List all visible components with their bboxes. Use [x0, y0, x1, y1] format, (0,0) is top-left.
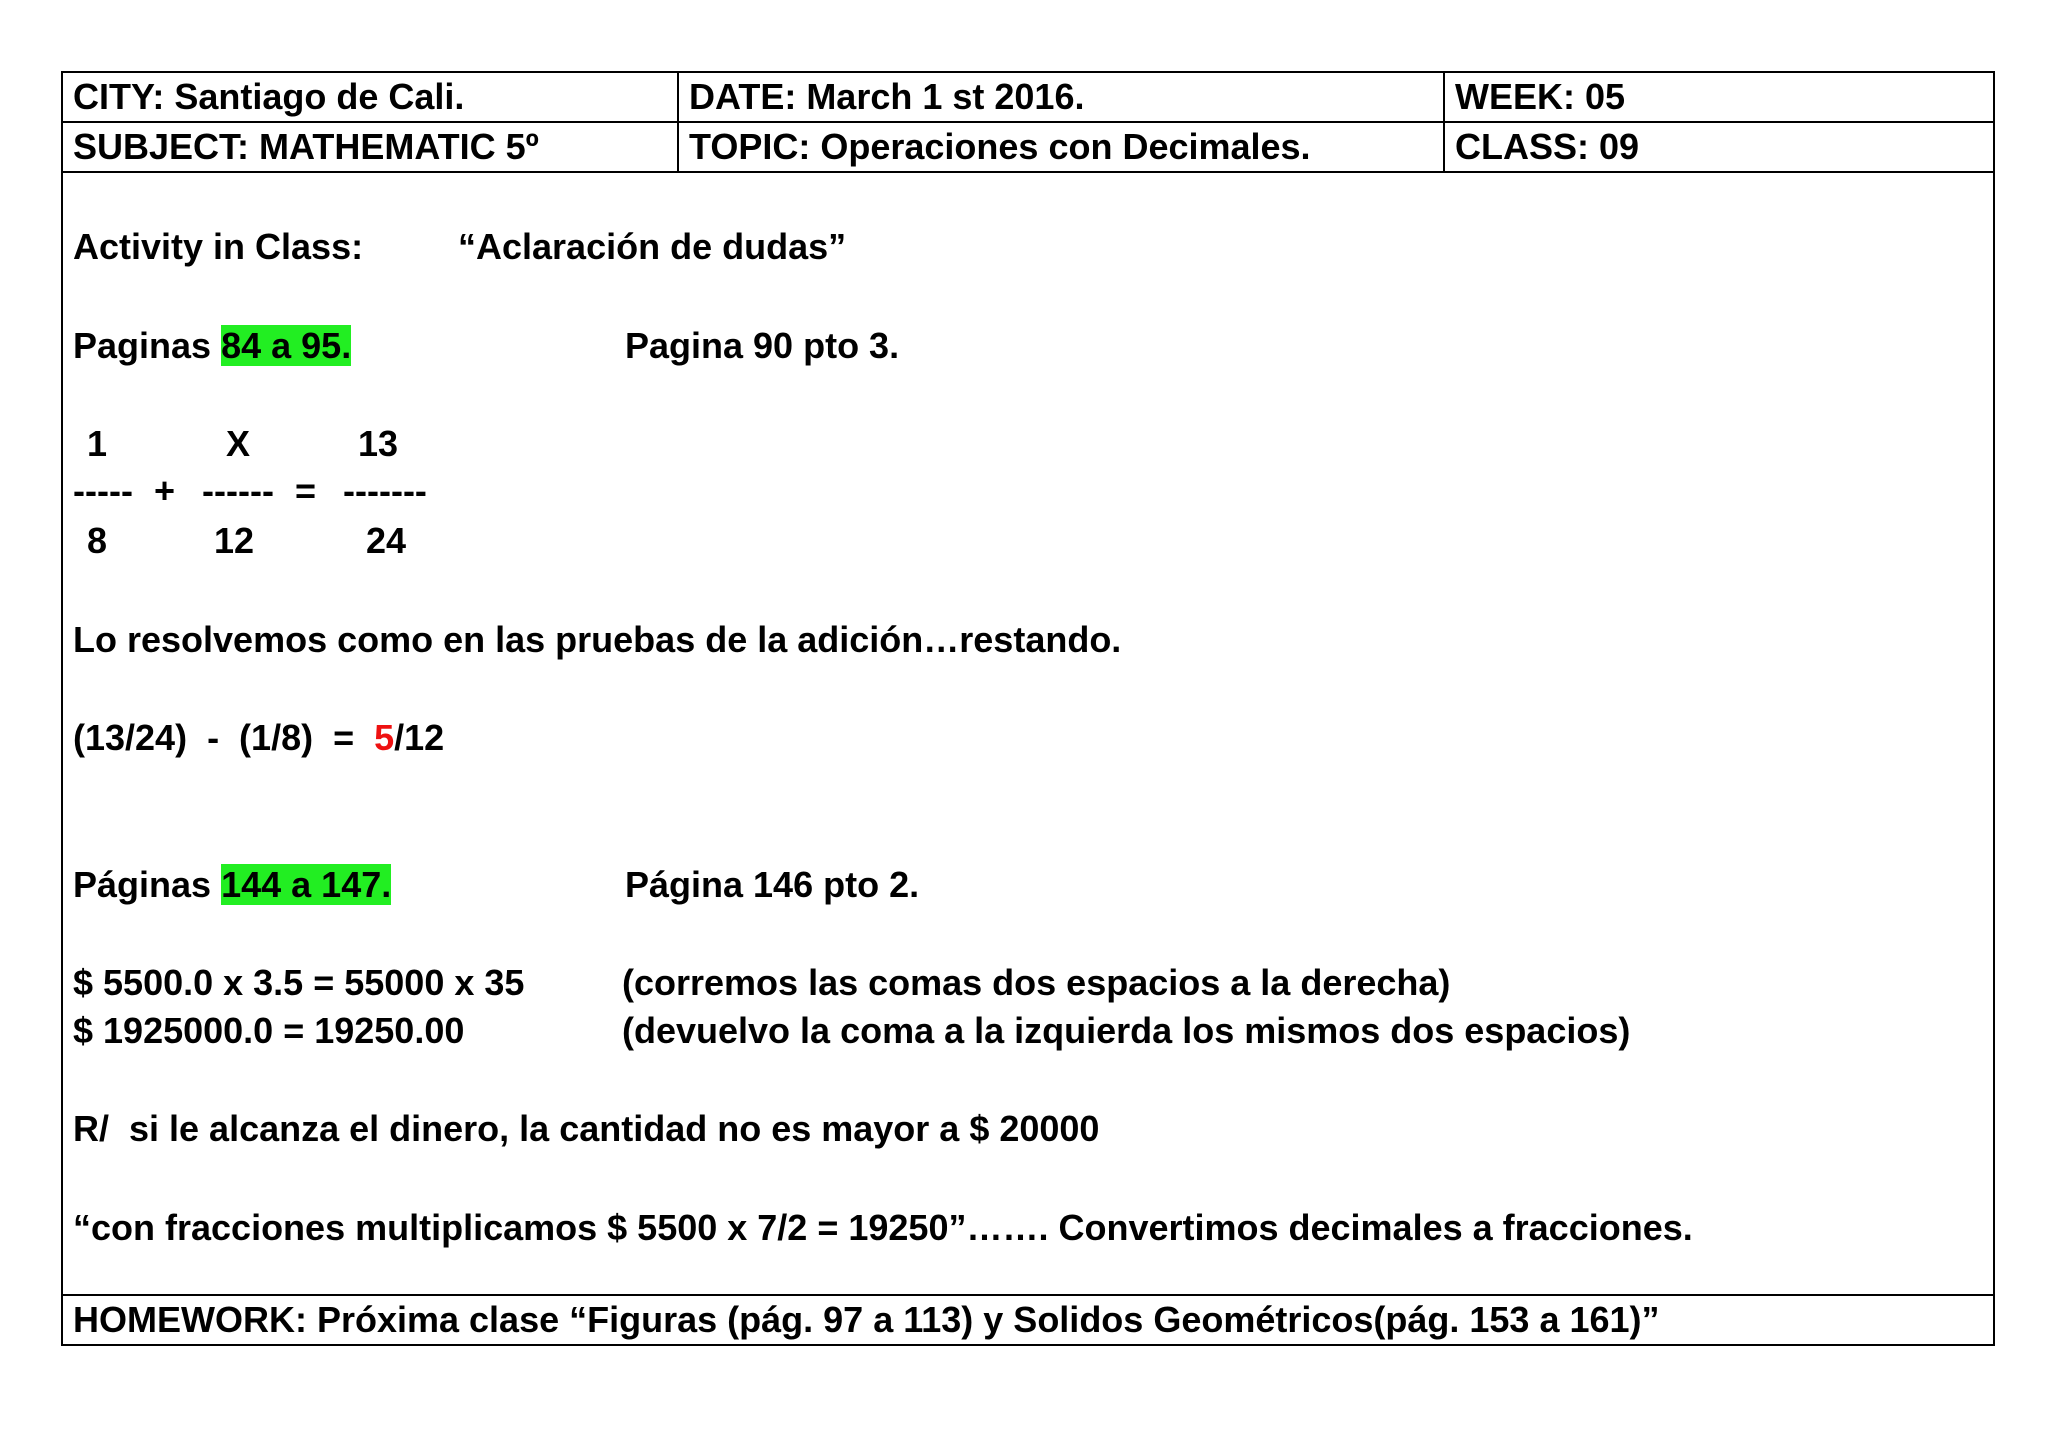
result-prefix: (13/24) - (1/8) = [73, 717, 375, 758]
fraction-bar-1: ----- [73, 470, 133, 511]
header-row-2 [63, 123, 1993, 173]
step2-note: (devuelvo la coma a la izquierda los mismos dos espacios) [622, 1010, 1631, 1051]
exercise-ref-1: Pagina 90 pto 3. [625, 325, 900, 366]
fraction-bar-3: ------- [343, 470, 427, 511]
pages-line-1 [73, 324, 351, 368]
numerator-3: 13 [358, 423, 399, 464]
pages-range-highlight: 84 a 95. [221, 325, 352, 366]
pages-line-2 [73, 863, 391, 907]
result-suffix: /12 [394, 717, 445, 758]
pages-range-highlight-2: 144 a 147. [221, 864, 392, 905]
week-cell: WEEK: 05 [1455, 76, 1626, 117]
fraction-bar-2: ------ [202, 470, 274, 511]
result-answer-red: 5 [374, 717, 395, 758]
subject-cell: SUBJECT: MATHEMATIC 5º [63, 123, 679, 171]
topic-cell: TOPIC: Operaciones con Decimales. [679, 123, 1445, 171]
class-cell: CLASS: 09 [1455, 126, 1640, 167]
header-row-1 [63, 73, 1993, 123]
step1-math: $ 5500.0 x 3.5 = 55000 x 35 [73, 962, 525, 1003]
city-cell: CITY: Santiago de Cali. [63, 73, 679, 121]
denominator-1: 8 [87, 520, 108, 561]
explanation-line: Lo resolvemos como en las pruebas de la adición…restando. [73, 619, 1122, 660]
date-cell: DATE: March 1 st 2016. [679, 73, 1445, 121]
activity-label: Activity in Class: [73, 226, 364, 267]
exercise-ref-2: Página 146 pto 2. [625, 864, 920, 905]
pages-label-2: Páginas [73, 864, 212, 905]
numerator-1: 1 [87, 423, 108, 464]
fractions-note-line: “con fracciones multiplicamos $ 5500 x 7/2 = 19250”……. Convertimos decimales a fracciones. [73, 1207, 1693, 1248]
denominator-2: 12 [214, 520, 255, 561]
pages-label: Paginas [73, 325, 212, 366]
numerator-2: X [226, 423, 251, 464]
denominator-3: 24 [366, 520, 407, 561]
plus-operator: + [154, 470, 176, 511]
homework-row: HOMEWORK: Próxima clase “Figuras (pág. 97 a 113) y Solidos Geométricos(pág. 153 a 161)” [63, 1294, 1993, 1344]
answer-line: R/ si le alcanza el dinero, la cantidad no es mayor a $ 20000 [73, 1108, 1100, 1149]
result-line [73, 716, 444, 760]
activity-title: “Aclaración de dudas” [458, 226, 847, 267]
step2-math: $ 1925000.0 = 19250.00 [73, 1010, 465, 1051]
equals-operator: = [295, 470, 317, 511]
class-plan-sheet [61, 71, 1995, 1346]
step1-note: (corremos las comas dos espacios a la derecha) [622, 962, 1451, 1003]
